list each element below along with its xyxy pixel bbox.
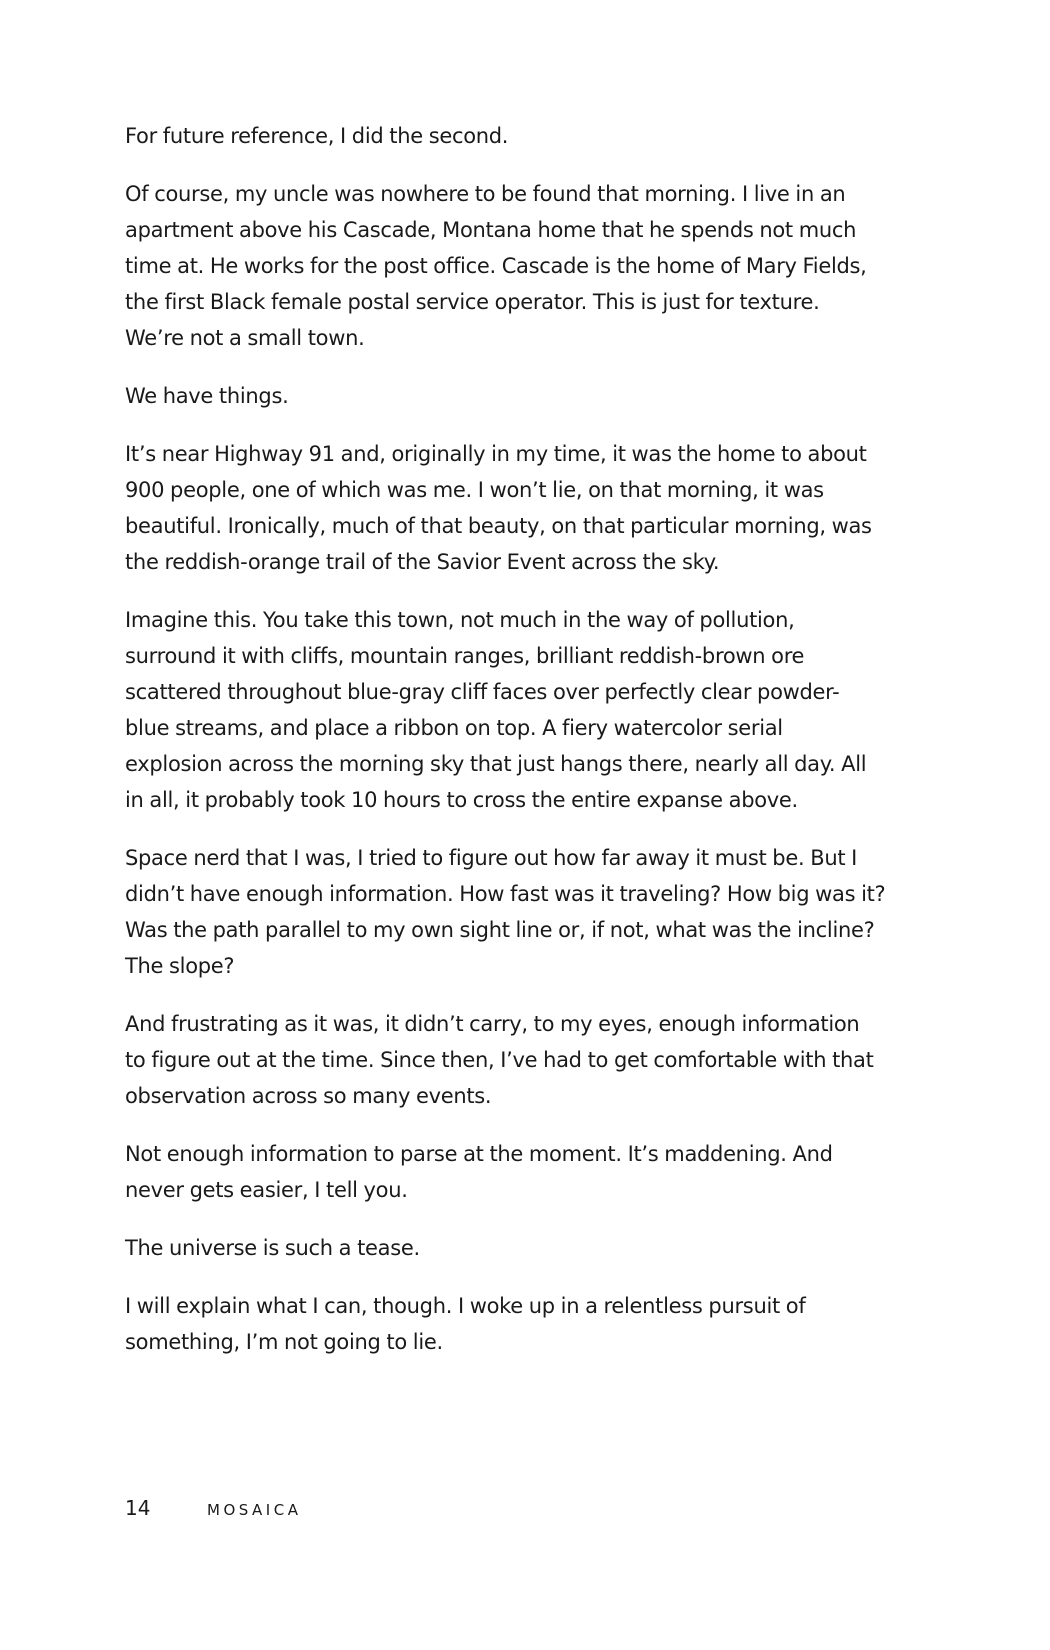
text-line: We have things. [125,384,289,408]
paragraph-8 [125,1136,925,1208]
paragraph-1 [125,118,925,154]
text-line: to figure out at the time. Since then, I’ve had to get comfortable with that [125,1048,874,1072]
text-line: Space nerd that I was, I tried to figure out how far away it must be. But I [125,846,858,870]
text-line: something, I’m not going to lie. [125,1330,443,1354]
text-line: surround it with cliffs, mountain ranges, brilliant reddish-brown ore [125,644,805,668]
text-line: For future reference, I did the second. [125,124,509,148]
text-line: Imagine this. You take this town, not much in the way of pollution, [125,608,795,632]
text-line: Not enough information to parse at the moment. It’s maddening. And [125,1142,833,1166]
paragraph-4 [125,436,925,580]
text-line: 900 people, one of which was me. I won’t lie, on that morning, it was [125,478,824,502]
text-line: observation across so many events. [125,1084,492,1108]
paragraph-9 [125,1230,925,1266]
running-title: MOSAICA [207,1501,302,1519]
text-line: Of course, my uncle was nowhere to be found that morning. I live in an [125,182,846,206]
text-line: in all, it probably took 10 hours to cross the entire expanse above. [125,788,798,812]
page-body [125,118,925,1382]
text-line: scattered throughout blue-gray cliff faces over perfectly clear powder- [125,680,840,704]
text-line: beautiful. Ironically, much of that beauty, on that particular morning, was [125,514,872,538]
text-line: The slope? [125,954,235,978]
paragraph-3 [125,378,925,414]
paragraph-10 [125,1288,925,1360]
text-line: didn’t have enough information. How fast was it traveling? How big was it? [125,882,886,906]
text-line: The universe is such a tease. [125,1236,420,1260]
page-number: 14 [125,1496,151,1520]
text-line: apartment above his Cascade, Montana home that he spends not much [125,218,857,242]
text-line: time at. He works for the post office. Cascade is the home of Mary Fields, [125,254,867,278]
paragraph-6 [125,840,925,984]
text-line: And frustrating as it was, it didn’t carry, to my eyes, enough information [125,1012,860,1036]
text-line: the first Black female postal service operator. This is just for texture. [125,290,820,314]
text-line: It’s near Highway 91 and, originally in my time, it was the home to about [125,442,867,466]
page-footer [125,1496,301,1524]
text-line: I will explain what I can, though. I woke up in a relentless pursuit of [125,1294,806,1318]
paragraph-7 [125,1006,925,1114]
paragraph-5 [125,602,925,818]
text-line: Was the path parallel to my own sight line or, if not, what was the incline? [125,918,875,942]
paragraph-2 [125,176,925,356]
text-line: never gets easier, I tell you. [125,1178,408,1202]
text-line: We’re not a small town. [125,326,365,350]
text-line: explosion across the morning sky that just hangs there, nearly all day. All [125,752,867,776]
text-line: blue streams, and place a ribbon on top. A fiery watercolor serial [125,716,783,740]
text-line: the reddish-orange trail of the Savior Event across the sky. [125,550,720,574]
